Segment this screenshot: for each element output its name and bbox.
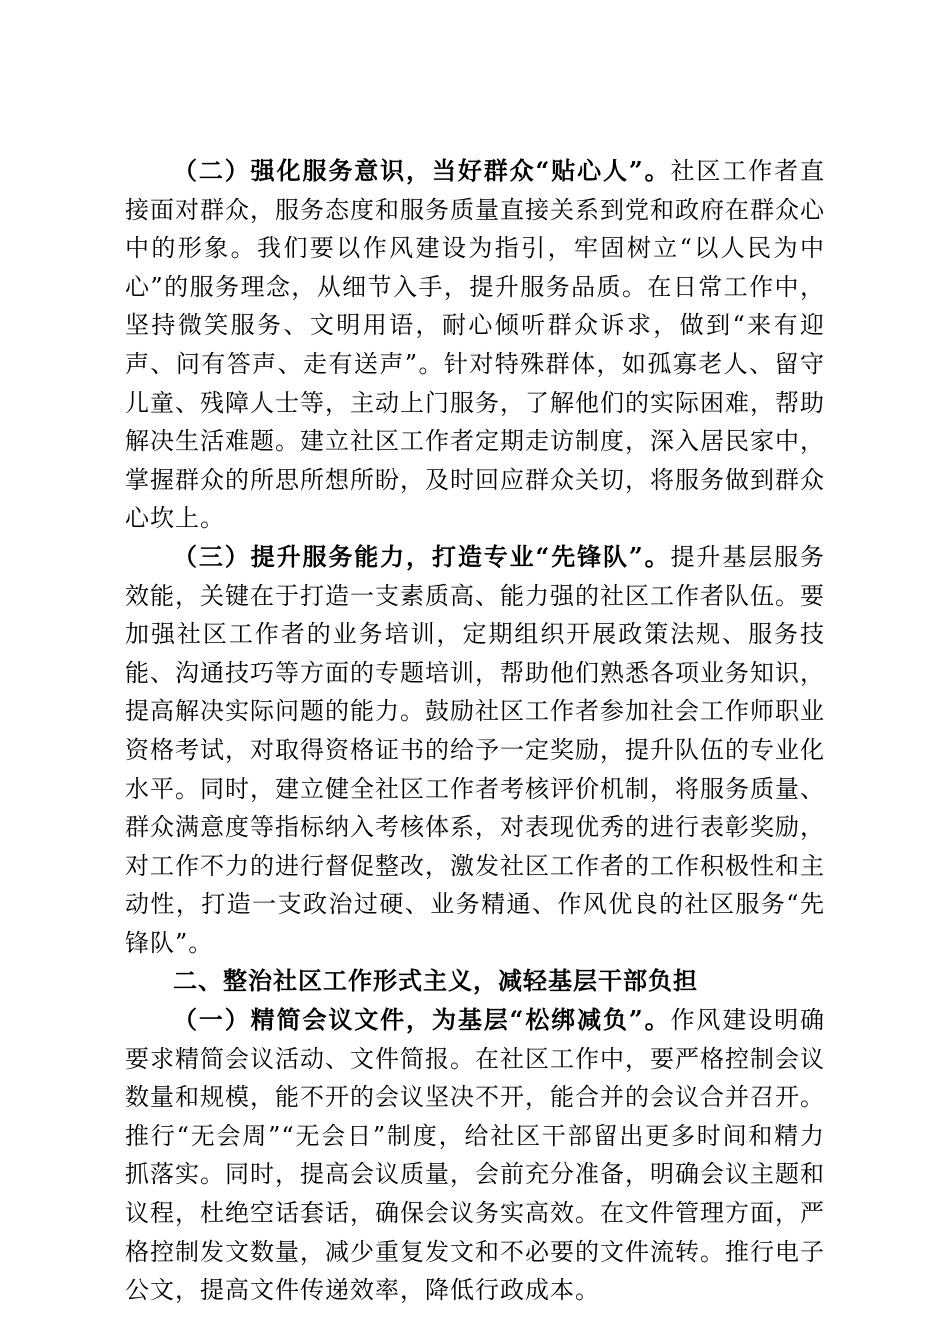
paragraph-lead: （二）强化服务意识，当好群众“贴心人”。 xyxy=(173,156,671,185)
paragraph-body: 作风建设明确要求精简会议活动、文件简报。在社区工作中，要严格控制会议数量和规模，能不开的会议坚决不开，能合并的会议合并召开。推行“无会周”“无会日”制度，给社区干部留出更多时间和精力抓落实。同时，提高会议质量，会前充分准备，明确会议主题和议程，杜绝空话套话，确保会议务实高效。在文件管理方面，严格控制发文数量，减少重复发文和不必要的文件流转。推行电子公文，提高文件传递效率，降低行政成本。 xyxy=(125,1006,826,1305)
section-heading: 二、整治社区工作形式主义，减轻基层干部负担 xyxy=(173,967,698,996)
paragraph-streamline-meetings xyxy=(125,1001,825,1310)
paragraph-lead: （一）精简会议文件，为基层“松绑减负”。 xyxy=(173,1005,671,1035)
paragraph-body: 社区工作者直接面对群众，服务态度和服务质量直接关系到党和政府在群众心中的形象。我们要以作风建设为指引，牢固树立“以人民为中心”的服务理念，从细节入手，提升服务品质。在日常工作中，坚持微笑服务、文明用语，耐心倾听群众诉求，做到“来有迎声、问有答声、走有送声”。针对特殊群体，如孤寡老人、留守儿童、残障人士等，主动上门服务，了解他们的实际困难，帮助解决生活难题。建立社区工作者定期走访制度，深入居民家中，掌握群众的所思所想所盼，及时回应群众关切，将服务做到群众心坎上。 xyxy=(125,157,826,533)
document-page xyxy=(125,152,825,1310)
paragraph-service-awareness xyxy=(125,152,825,538)
paragraph-body: 提升基层服务效能，关键在于打造一支素质高、能力强的社区工作者队伍。要加强社区工作者的业务培训，定期组织开展政策法规、服务技能、沟通技巧等方面的专题培训，帮助他们熟悉各项业务知识，提高解决实际问题的能力。鼓励社区工作者参加社会工作师职业资格考试，对取得资格证书的给予一定奖励，提升队伍的专业化水平。同时，建立健全社区工作者考核评价机制，将服务质量、群众满意度等指标纳入考核体系，对表现优秀的进行表彰奖励，对工作不力的进行督促整改，激发社区工作者的工作积极性和主动性，打造一支政治过硬、业务精通、作风优良的社区服务“先锋队”。 xyxy=(125,542,826,957)
paragraph-lead: （三）提升服务能力，打造专业“先锋队”。 xyxy=(173,541,671,571)
paragraph-service-capability xyxy=(125,538,825,963)
